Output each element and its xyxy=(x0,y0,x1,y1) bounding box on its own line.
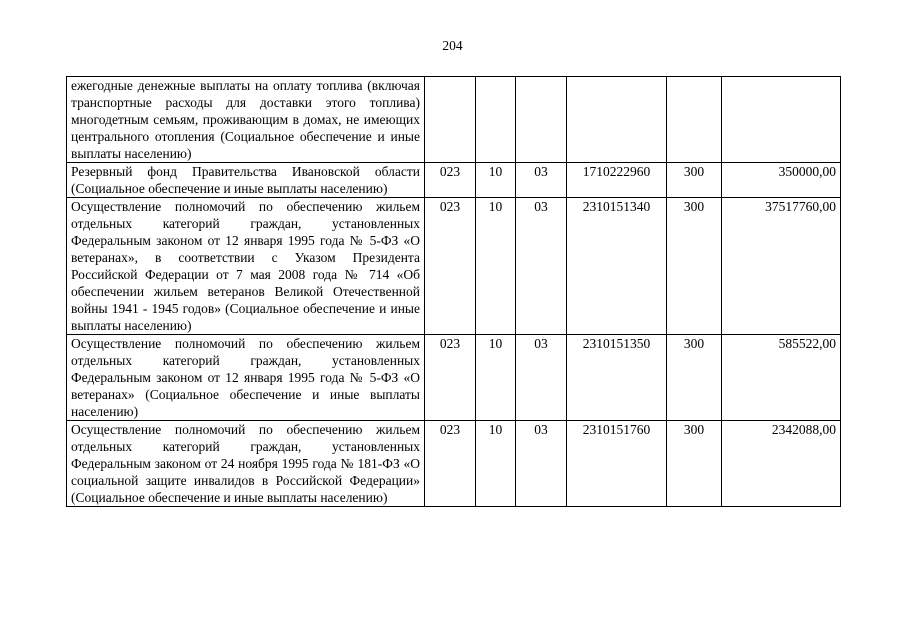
table-row xyxy=(67,77,841,163)
cell-section: 10 xyxy=(476,163,516,198)
budget-table xyxy=(66,76,841,507)
cell-amount: 585522,00 xyxy=(722,335,841,421)
table-row xyxy=(67,335,841,421)
cell-target-article: 2310151350 xyxy=(567,335,667,421)
cell-target-article xyxy=(567,77,667,163)
table-row xyxy=(67,421,841,507)
cell-grbs: 023 xyxy=(425,335,476,421)
cell-amount: 2342088,00 xyxy=(722,421,841,507)
cell-expense-type: 300 xyxy=(667,198,722,335)
cell-subsection: 03 xyxy=(516,163,567,198)
row-description: ежегодные денежные выплаты на оплату топлива (включая транспортные расходы для доставки этого топлива) многодетным семьям, проживающим в домах, не имеющих центрального отопления (Социальное обеспечение и иные выплаты населению) xyxy=(67,77,425,163)
cell-expense-type: 300 xyxy=(667,163,722,198)
cell-target-article: 1710222960 xyxy=(567,163,667,198)
row-description: Резервный фонд Правительства Ивановской области (Социальное обеспечение и иные выплаты населению) xyxy=(67,163,425,198)
cell-amount: 37517760,00 xyxy=(722,198,841,335)
cell-grbs xyxy=(425,77,476,163)
row-description: Осуществление полномочий по обеспечению жильем отдельных категорий граждан, установленных Федеральным законом от 24 ноября 1995 года № 181-ФЗ «О социальной защите инвалидов в Российской Федерации» (Социальное обеспечение и иные выплаты населению) xyxy=(67,421,425,507)
cell-section: 10 xyxy=(476,335,516,421)
cell-grbs: 023 xyxy=(425,198,476,335)
cell-amount xyxy=(722,77,841,163)
cell-section: 10 xyxy=(476,198,516,335)
table-row xyxy=(67,163,841,198)
table-row xyxy=(67,198,841,335)
cell-section: 10 xyxy=(476,421,516,507)
cell-subsection: 03 xyxy=(516,198,567,335)
cell-expense-type: 300 xyxy=(667,335,722,421)
row-description: Осуществление полномочий по обеспечению жильем отдельных категорий граждан, установленных Федеральным законом от 12 января 1995 года № 5-ФЗ «О ветеранах» (Социальное обеспечение и иные выплаты населению) xyxy=(67,335,425,421)
cell-target-article: 2310151340 xyxy=(567,198,667,335)
cell-target-article: 2310151760 xyxy=(567,421,667,507)
cell-section xyxy=(476,77,516,163)
cell-amount: 350000,00 xyxy=(722,163,841,198)
cell-expense-type xyxy=(667,77,722,163)
cell-expense-type: 300 xyxy=(667,421,722,507)
cell-grbs: 023 xyxy=(425,163,476,198)
cell-subsection: 03 xyxy=(516,421,567,507)
row-description: Осуществление полномочий по обеспечению жильем отдельных категорий граждан, установленных Федеральным законом от 12 января 1995 года № 5-ФЗ «О ветеранах», в соответствии с Указом Президента Российской Федерации от 7 мая 2008 года № 714 «Об обеспечении жильем ветеранов Великой Отечественной войны 1941 - 1945 годов» (Социальное обеспечение и иные выплаты населению) xyxy=(67,198,425,335)
cell-subsection: 03 xyxy=(516,335,567,421)
page-number: 204 xyxy=(442,38,463,53)
cell-grbs: 023 xyxy=(425,421,476,507)
cell-subsection xyxy=(516,77,567,163)
